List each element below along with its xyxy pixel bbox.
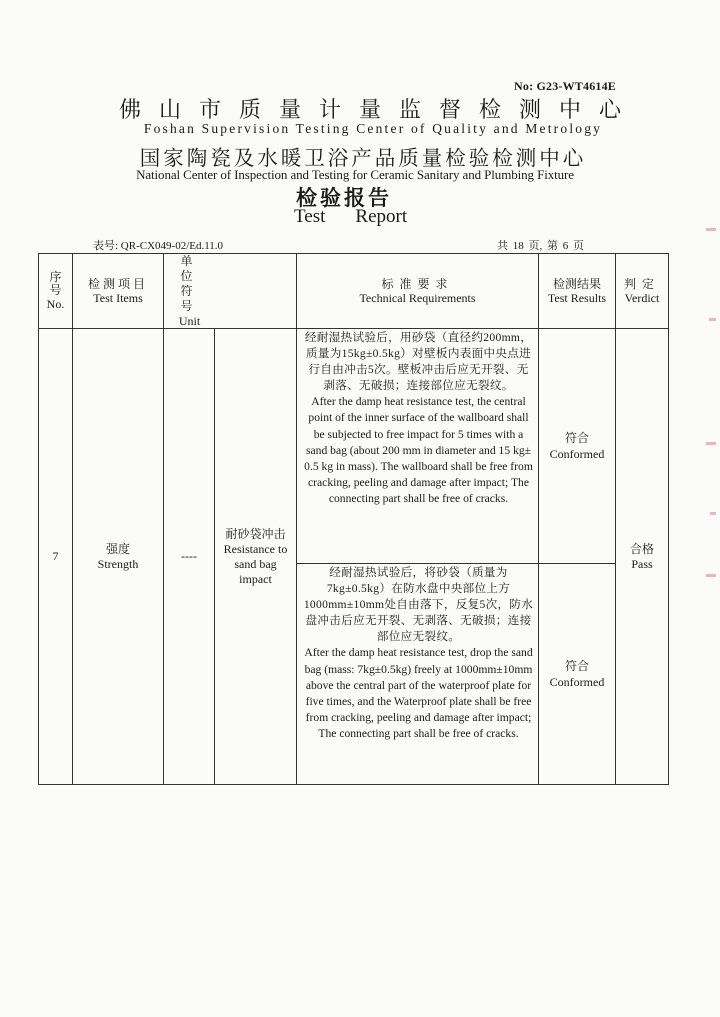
header-technical-requirements [297,254,539,329]
test-results-table [38,253,669,785]
header-no [39,254,73,329]
form-code: 表号: QR-CX049-02/Ed.11.0 [93,240,224,252]
result-cell-1 [539,329,616,564]
table-row [39,329,669,564]
test-item-en: Strength [97,556,139,571]
page-info: 共 18 页, 第 6 页 [497,240,584,252]
org-name-cn-national: 国家陶瓷及水暖卫浴产品质量检验检测中心 [139,146,587,170]
header-verdict-cn: 判定 [623,277,660,291]
verdict-en: Pass [631,556,653,571]
header-requirements-en: Technical Requirements [359,291,476,305]
unit-value: ---- [164,329,215,785]
result-2-cn: 符合 [564,659,589,673]
sub-test-item-cn: 耐砂袋冲击 [225,526,286,541]
report-title-cn: 检验报告 [296,186,392,210]
header-verdict [616,254,669,329]
requirement-2-cn: 经耐湿热试验后，将砂袋（质量为7kg±0.5kg）在防水盘中央部位上方1000mm±10mm处自由落下，反复5次，防水盘冲击后应无开裂、无剥落、无破损；连接部位应无裂纹。 [303,566,534,644]
report-title-en [294,206,407,228]
seal-bleed-mark [706,442,716,445]
result-cell-2 [539,564,616,785]
result-2-en: Conformed [549,675,605,689]
header-verdict-en: Verdict [624,291,660,305]
seal-bleed-mark [709,318,716,321]
org-name-en-national: National Center of Inspection and Testing for Ceramic Sanitary and Plumbing Fixture [136,167,574,182]
verdict-cell [616,329,669,785]
row-number: 7 [39,329,73,785]
header-no-cn: 序号 [49,270,62,297]
verdict-cn: 合格 [629,541,654,556]
header-no-en: No. [46,297,65,311]
requirement-cell-1 [297,329,539,564]
table-header-row [39,254,669,329]
header-unit-cn: 单位符号 [180,254,199,313]
requirement-1-en: After the damp heat resistance test, the central point of the inner surface of the wallboard shall be subjected to free impact for 5 times with a sand bag (about 200 mm in diameter and 15 kg± 0.5 kg in mass). The wallboard shall be free from cracking, peeling and damage after impact; The connecting part shall be free of cracks. [304,395,533,505]
header-unit-en: Unit [178,314,201,328]
header-requirements-cn: 标准要求 [381,277,454,291]
header-test-results [539,254,616,329]
org-name-en-foshan: Foshan Supervision Testing Center of Quality and Metrology [143,121,603,136]
seal-bleed-mark [706,228,716,231]
header-unit [164,254,297,329]
report-title-en-word-2: Report [355,206,408,227]
requirement-1-cn: 经耐湿热试验后，用砂袋（直径约200mm，质量为15kg±0.5kg）对壁板内表面中央点进行自由冲击5次。壁板冲击后应无开裂、无剥落、无破损；连接部位应无裂纹。 [304,331,533,393]
result-1-cn: 符合 [564,431,589,445]
report-number: No: G23-WT4614E [514,79,616,93]
seal-bleed-mark [706,574,716,577]
header-results-cn: 检测结果 [552,277,601,291]
seal-bleed-mark [710,512,716,515]
test-item-cn: 强度 [105,541,130,556]
test-item [73,329,164,785]
org-name-cn-foshan: 佛山市质量计量监督检测中心 [118,98,639,123]
requirement-2-en: After the damp heat resistance test, drop the sand bag (mass: 7kg±0.5kg) freely at 1000mm±10mm above the central part of the waterproof plate for five times, and the Waterproof plate shall be free from cracking, peeling and damage after impact; The connecting part shall be free of cracks. [304,646,533,740]
sub-test-item-en: Resistance to sand bag impact [223,541,288,586]
header-results-en: Test Results [547,291,607,305]
header-test-items [73,254,164,329]
header-test-items-cn: 检测项目 [87,277,148,291]
header-test-items-en: Test Items [93,291,143,305]
result-1-en: Conformed [549,447,605,461]
requirement-cell-2 [297,564,539,785]
report-title-en-word-1: Test [294,206,326,227]
sub-test-item [215,329,297,785]
